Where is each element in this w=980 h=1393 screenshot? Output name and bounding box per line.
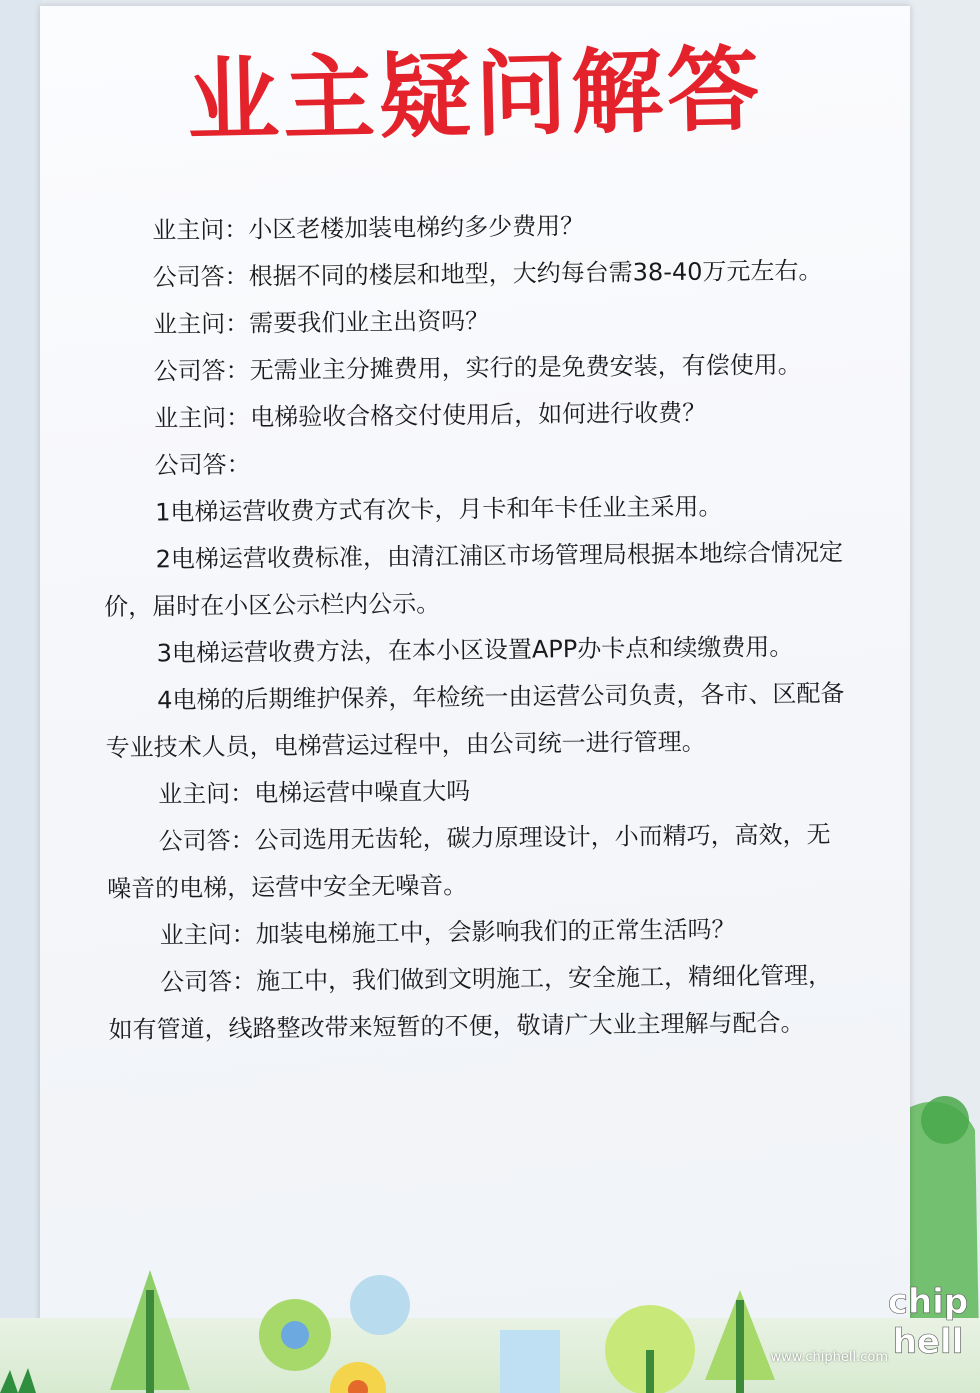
decorative-trees-flowers	[0, 1230, 980, 1393]
question-line: 业主问：需要我们业主出资吗？	[153, 306, 490, 339]
question-line: 业主问：小区老楼加装电梯约多少费用？	[152, 211, 585, 245]
answer-point: 2电梯运营收费标准，由清江浦区市场管理局根据本地综合情况定价，届时在小区公示栏内公示。	[104, 538, 844, 621]
watermark-url: www.chiphell.com	[770, 1350, 888, 1365]
answer-line: 公司答：根据不同的楼层和地型，大约每台需38-40万元左右。	[152, 256, 823, 292]
question-line: 业主问：加装电梯施工中，会影响我们的正常生活吗？	[159, 915, 736, 950]
answer-line: 公司答：施工中，我们做到文明施工，安全施工，精细化管理，如有管道，线路整改带来短暂的不便，敬请广大业主理解与配合。	[108, 961, 833, 1044]
answer-point: 4电梯的后期维护保养，年检统一由运营公司负责，各市、区配备专业技术人员，电梯营运过程中，由公司统一进行管理。	[105, 679, 845, 762]
answer-point: 3电梯运营收费方法，在本小区设置APP办卡点和续缴费用。	[156, 632, 794, 668]
answer-line: 公司答：无需业主分摊费用，实行的是免费安装，有偿使用。	[153, 350, 802, 386]
question-line: 业主问：电梯验收合格交付使用后，如何进行收费？	[154, 398, 707, 433]
notice-body	[100, 200, 849, 1054]
svg-text:chip: chip	[887, 1282, 969, 1322]
answer-label: 公司答：	[154, 450, 251, 480]
answer-point: 1电梯运营收费方式有次卡，月卡和年卡任业主采用。	[155, 492, 723, 527]
notice-title: 业主疑问解答	[185, 35, 765, 156]
answer-line: 公司答：公司选用无齿轮，碳力原理设计，小而精巧，高效，无噪音的电梯，运营中安全无噪音。	[106, 820, 831, 903]
chiphell-logo-watermark	[882, 1275, 974, 1367]
svg-text:hell: hell	[892, 1322, 964, 1362]
question-line: 业主问：电梯运营中噪直大吗	[157, 777, 471, 809]
